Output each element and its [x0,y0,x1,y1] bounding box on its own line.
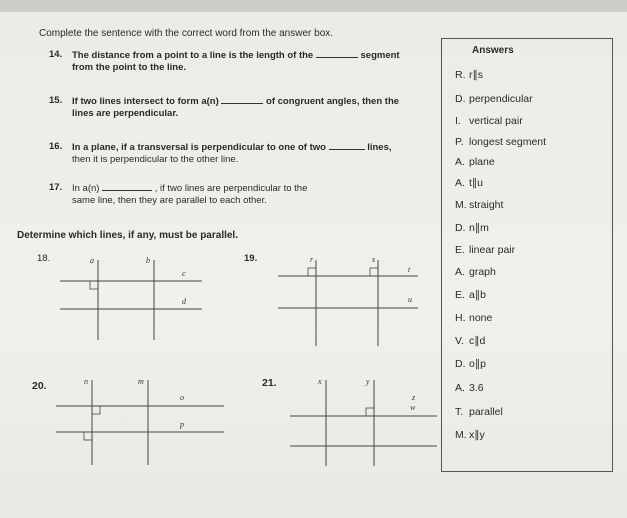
answer-choice: R. r∥s [455,69,483,81]
answer-choice: M. x∥y [455,429,485,441]
fig19-number: 19. [244,253,258,264]
fig20-label-m: m [138,377,144,386]
fig21-label-w: w [410,403,416,412]
fig20-label-o: o [180,393,184,402]
q16-line1-part-a: In a plane, if a transversal is perpendicular to one of two [72,142,326,153]
fig18-label-b: b [146,256,150,265]
figure-20 [48,370,228,468]
answer-choice: A. t∥u [455,177,484,189]
q14-line2: from the point to the line. [72,62,186,73]
fig21-number: 21. [262,377,277,389]
fig20-label-n: n [84,377,88,386]
answer-choice: H. none [455,312,493,324]
q15-line2: lines are perpendicular. [72,108,179,119]
fig21-label-y: y [366,377,370,386]
fig19-label-r: r [310,255,314,264]
instruction: Complete the sentence with the correct word from the answer box. [39,28,334,39]
figure-19 [258,254,428,349]
q17-line1-part-a: In a(n) [72,183,100,194]
fig21-label-z: z [412,393,416,402]
q15-number: 15. [49,95,63,106]
figure-18 [50,254,210,344]
fig20-right-angle-2 [84,432,92,440]
top-edge-strip [0,0,627,12]
answers-title: Answers [472,45,514,56]
fig20-right-angle-1 [92,406,100,414]
q17-line1 [72,182,307,194]
answer-choice: E. a∥b [455,289,486,301]
determine-heading: Determine which lines, if any, must be parallel. [17,230,238,241]
fig19-right-angle-1 [308,268,316,276]
q17-line1-part-b: , if two lines are perpendicular to the [154,183,308,194]
fig18-label-c: c [182,269,186,278]
fig18-label-d: d [182,297,186,306]
q14-line1-part-b: segment [360,50,400,61]
fig21-label-x: x [318,377,322,386]
answer-choice: I. vertical pair [455,115,523,127]
answer-choice: A. plane [455,156,495,168]
answer-choice: D. n∥m [455,222,489,234]
q17-line2: same line, then they are parallel to each other. [72,195,267,206]
q16-line2: then it is perpendicular to the other line. [72,154,239,165]
fig19-label-s: s [372,255,376,264]
fig20-label-p: p [180,420,184,429]
answer-choice: A. graph [455,266,496,278]
q16-line1 [72,141,392,153]
fig18-label-a: a [90,256,94,265]
q15-line1-part-a: If two lines intersect to form a(n) [72,96,219,107]
q16-blank[interactable] [329,141,365,150]
fig18-right-angle [90,281,98,289]
fig18-number: 18. [37,253,51,264]
answer-choice: M. straight [455,199,504,211]
q14-number: 14. [49,49,63,60]
fig20-number: 20. [32,380,47,392]
q14-line1-part-a: The distance from a point to a line is the length of the [72,50,314,61]
q15-line1-part-b: of congruent angles, then the [266,96,400,107]
fig19-label-t: t [408,265,411,274]
q14-line1 [72,49,400,61]
q15-line1 [72,95,399,107]
q15-blank[interactable] [221,95,263,104]
answer-choice: D. perpendicular [455,93,533,105]
figure-21 [282,370,442,468]
q17-blank[interactable] [102,182,152,191]
fig19-right-angle-2 [370,268,378,276]
answer-choice: V. c∥d [455,335,486,347]
answer-choice: A. 3.6 [455,382,484,394]
fig19-label-u: u [408,295,412,304]
q16-line1-part-b: lines, [367,142,392,153]
fig21-right-angle [366,408,374,416]
answer-choice: E. linear pair [455,244,516,256]
answer-choice: D. o∥p [455,358,486,370]
answer-choice: P. longest segment [455,136,547,148]
answer-choice: T. parallel [455,406,503,418]
q17-number: 17. [49,182,63,193]
q16-number: 16. [49,141,63,152]
q14-blank[interactable] [316,49,358,58]
